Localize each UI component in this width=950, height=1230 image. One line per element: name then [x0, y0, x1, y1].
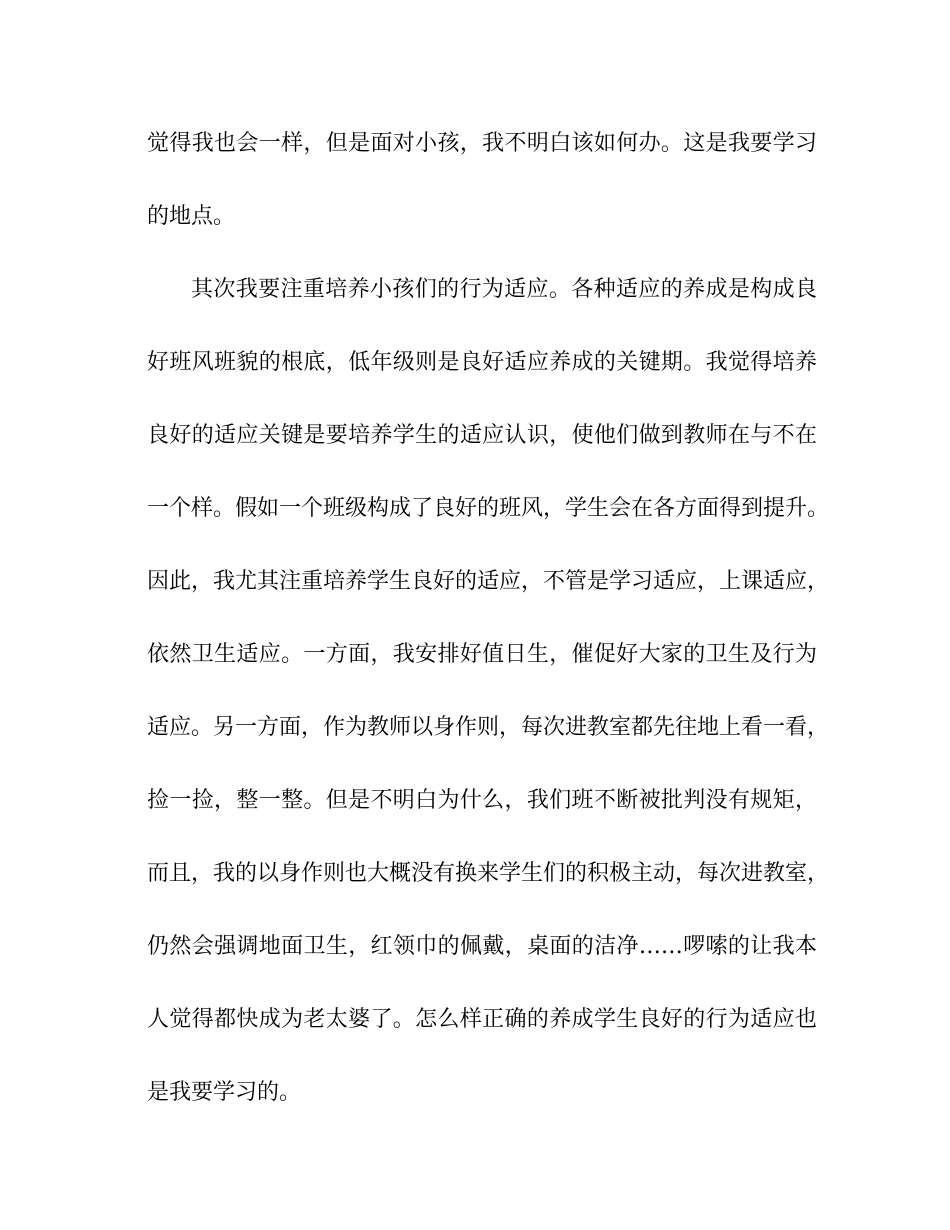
text-line: 是我要学习的。: [147, 1080, 302, 1105]
text-line: 依然卫生适应。一方面，我安排好值日生，催促好大家的卫生及行为: [147, 642, 817, 667]
body-text: [147, 126, 830, 1148]
text-line: 其次我要注重培养小孩们的行为适应。各种适应的养成是构成良: [191, 277, 817, 302]
text-line: 的地点。: [147, 204, 236, 229]
text-line: 因此，我尤其注重培养学生良好的适应，不管是学习适应，上课适应，: [147, 569, 830, 594]
text-line: 一个样。假如一个班级构成了良好的班风，学生会在各方面得到提升。: [147, 496, 830, 521]
text-line: 仍然会强调地面卫生，红领巾的佩戴，桌面的洁净……啰嗦的让我本: [147, 934, 817, 959]
text-line: 而且，我的以身作则也大概没有换来学生们的积极主动，每次进教室，: [147, 861, 830, 886]
text-line: 适应。另一方面，作为教师以身作则，每次进教室都先往地上看一看，: [147, 715, 830, 740]
text-line: 好班风班貌的根底，低年级则是良好适应养成的关键期。我觉得培养: [147, 350, 817, 375]
text-line: 人觉得都快成为老太婆了。怎么样正确的养成学生良好的行为适应也: [147, 1007, 817, 1032]
text-line: 觉得我也会一样，但是面对小孩，我不明白该如何办。这是我要学习: [147, 131, 817, 156]
text-line: 良好的适应关键是要培养学生的适应认识，使他们做到教师在与不在: [147, 423, 817, 448]
text-line: 捡一捡，整一整。但是不明白为什么，我们班不断被批判没有规矩，: [147, 788, 817, 813]
